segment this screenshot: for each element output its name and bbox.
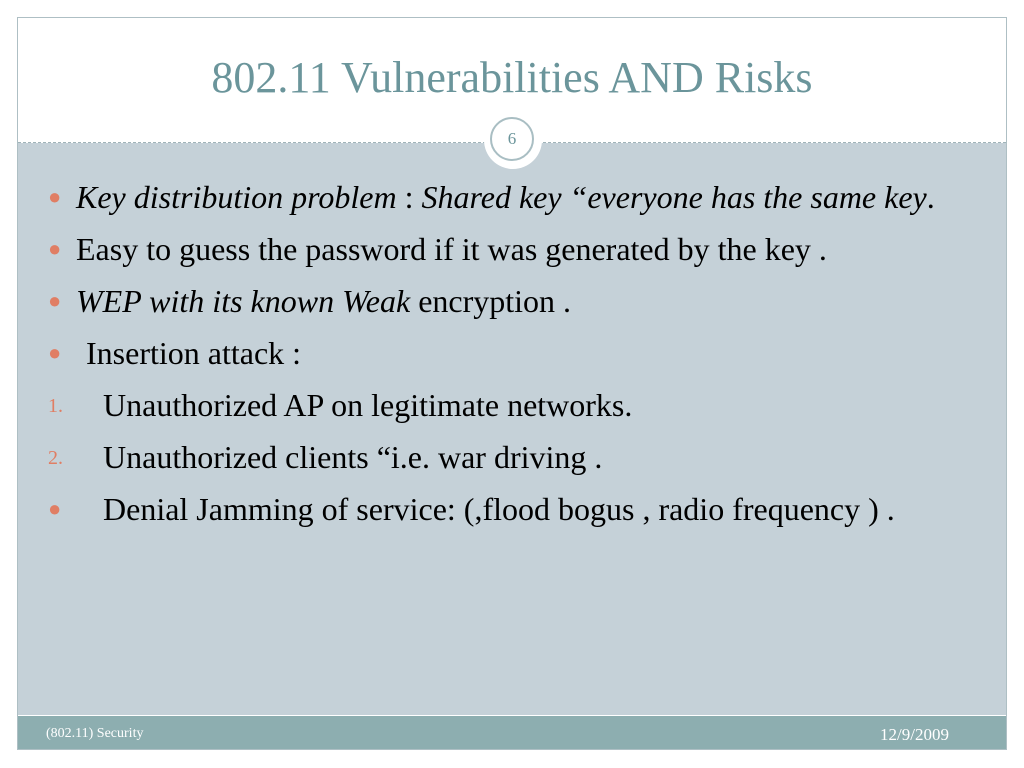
- bullet-text: Insertion attack :: [86, 335, 302, 371]
- bullet-text: Denial Jamming of service: (,flood bogus , radio frequency ) .: [103, 491, 895, 527]
- numbered-text: Unauthorized clients “i.e. war driving .: [103, 439, 603, 475]
- number-marker: 2.: [48, 447, 63, 469]
- number-marker: 1.: [48, 395, 63, 417]
- bullet-icon: ●: [48, 340, 62, 365]
- slide-title: 802.11 Vulnerabilities AND Risks: [211, 53, 813, 102]
- bullet-text-italic: WEP with its known Weak: [76, 283, 411, 319]
- footer-title: (802.11) Security: [46, 726, 144, 741]
- bullet-item: [40, 228, 960, 270]
- bullet-text-italic: Shared key “everyone has the same key: [421, 179, 927, 215]
- bullet-text-italic: Key distribution problem: [76, 179, 397, 215]
- footer-bar: [18, 716, 1006, 749]
- bullet-item: [40, 280, 960, 322]
- numbered-item: [40, 384, 960, 426]
- bullet-icon: ●: [48, 496, 62, 521]
- bullet-icon: ●: [48, 236, 62, 261]
- bullet-text: encryption .: [410, 283, 572, 319]
- footer-date: 12/9/2009: [880, 725, 949, 744]
- slide-body: [40, 176, 960, 540]
- page-number: 6: [490, 117, 534, 161]
- numbered-item: [40, 436, 960, 478]
- bullet-text: :: [396, 179, 422, 215]
- bullet-item: [40, 488, 960, 530]
- bullet-text: Easy to guess the password if it was generated by the key .: [76, 231, 827, 267]
- numbered-text: Unauthorized AP on legitimate networks.: [103, 387, 633, 423]
- bullet-icon: ●: [48, 184, 62, 209]
- bullet-item: [40, 332, 960, 374]
- bullet-item: [40, 176, 960, 218]
- bullet-icon: ●: [48, 288, 62, 313]
- bullet-text: .: [926, 179, 935, 215]
